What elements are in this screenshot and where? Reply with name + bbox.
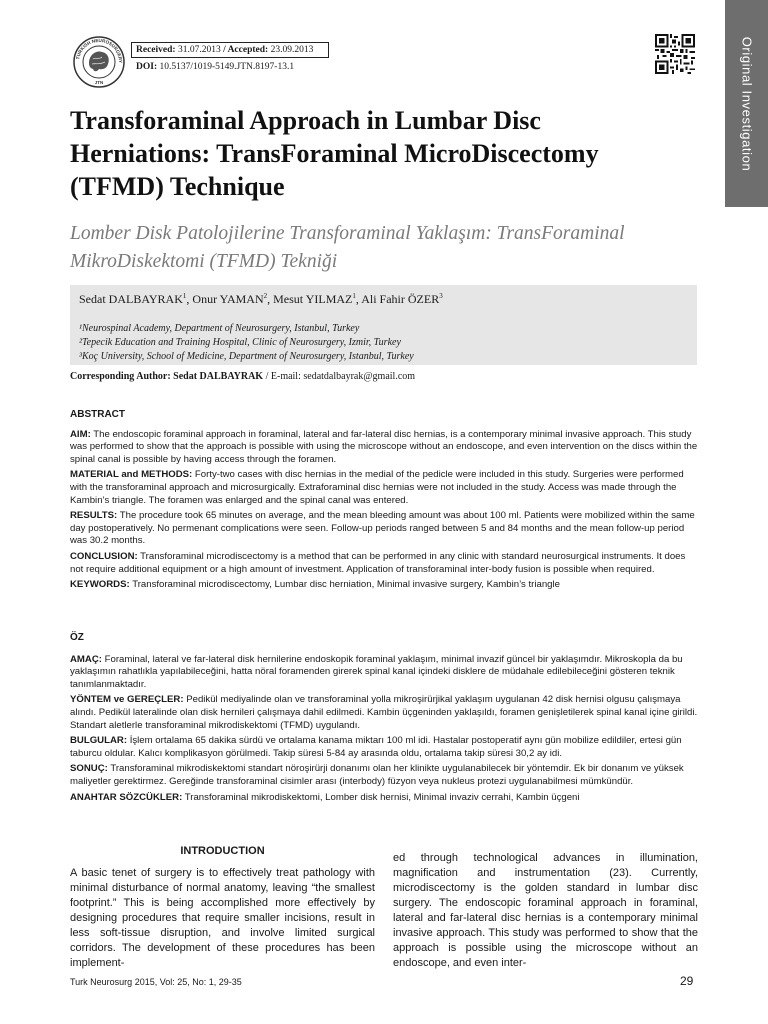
introduction-heading: INTRODUCTION — [180, 845, 265, 857]
email-label: E-mail: — [270, 371, 304, 382]
journal-logo — [72, 35, 126, 89]
title-line: Transforaminal Approach in Lumbar Disc — [70, 106, 541, 135]
conclusion-text: Transforaminal microdiscectomy is a method that can be performed in any clinic with standard neurosurgical instruments. It does not require additional equipment or a high amount of investment. Application of transforaminal inter-body fusion is possible when required. — [70, 550, 686, 575]
qr-code-icon[interactable] — [655, 34, 695, 74]
accepted-date: 23.09.2013 — [270, 45, 314, 55]
author-sup: 2 — [263, 292, 268, 300]
oz-sonuc — [70, 763, 698, 788]
abstract-section — [70, 409, 698, 595]
doi-value[interactable]: 10.5137/1019-5149.JTN.8197-13.1 — [159, 62, 295, 72]
subtitle-line: MikroDiskektomi (TFMD) Tekniği — [70, 251, 338, 272]
received-accepted-box — [131, 42, 329, 58]
body-column-left — [70, 866, 375, 971]
keywords-label: KEYWORDS: — [70, 579, 130, 591]
body-paragraph: A basic tenet of surgery is to effectively treat pathology with minimal disturbance of normal anatomy, leaving “the smallest footprint.” This is being accomplished more effectively by designing procedures that require smaller incisions, result in less soft-tissue disruption, and involve limited surgical corridors. The development of these procedures has been implement- — [70, 867, 375, 969]
affiliation: ¹Neurospinal Academy, Department of Neurosurgery, Istanbul, Turkey — [79, 323, 360, 334]
subtitle-line: Lomber Disk Patolojilerine Transforaminal Yaklaşım: TransForaminal — [70, 223, 625, 244]
corresponding-author — [70, 371, 415, 382]
abstract-results — [70, 510, 698, 548]
affiliation: ³Koç University, School of Medicine, Department of Neurosurgery, Istanbul, Turkey — [79, 351, 414, 362]
author-list — [79, 292, 443, 307]
svg-text:JTN: JTN — [94, 80, 104, 85]
author-name: Mesut YILMAZ — [273, 292, 353, 306]
methods-text: Forty-two cases with disc hernias in the medial of the pedicle were included in this study. Surgeries were performed with the transforaminal approach and microsurgically. Extraforaminal disc hernias were not included in the study. Access was made through the Kambin’s triangle. The foramen was enlarged and the spinal canal was entered. — [70, 469, 684, 506]
author-name: Ali Fahir ÖZER — [361, 292, 440, 306]
oz-anahtar — [70, 792, 698, 805]
author-sep: , — [186, 292, 193, 306]
corresponding-label: Corresponding Author: Sedat DALBAYRAK — [70, 371, 264, 382]
title-line: (TFMD) Technique — [70, 172, 285, 201]
anahtar-text: Transforaminal mikrodiskektomi, Lomber disk hernisi, Minimal invaziv cerrahi, Kambin üçgeni — [182, 791, 580, 803]
yontem-label: YÖNTEM ve GEREÇLER: — [70, 694, 184, 706]
received-label: Received: — [136, 45, 176, 55]
conclusion-label: CONCLUSION: — [70, 550, 138, 562]
amac-label: AMAÇ: — [70, 653, 102, 665]
author-sep: , — [355, 292, 362, 306]
anahtar-label: ANAHTAR SÖZCÜKLER: — [70, 791, 183, 803]
page-number: 29 — [680, 974, 694, 988]
oz-amac — [70, 654, 698, 692]
oz-section — [70, 632, 698, 807]
sonuc-label: SONUÇ: — [70, 763, 108, 775]
article-title — [70, 104, 670, 203]
bulgular-label: BULGULAR: — [70, 735, 128, 747]
corresponding-sep: / — [263, 371, 271, 382]
email-link[interactable]: sedatdalbayrak@gmail.com — [303, 371, 416, 382]
oz-bulgular — [70, 735, 698, 760]
author-name: Sedat DALBAYRAK — [79, 292, 183, 306]
oz-yontem — [70, 694, 698, 732]
author-sup: 3 — [439, 292, 443, 300]
footer-citation: Turk Neurosurg 2015, Vol: 25, No: 1, 29-35 — [70, 977, 242, 987]
body-column-right — [393, 851, 698, 971]
received-date: 31.07.2013 — [177, 45, 221, 55]
abstract-keywords — [70, 579, 698, 592]
bulgular-text: İşlem ortalama 65 dakika sürdü ve ortalama kanama miktarı 100 ml idi. Hastalar postoperatif aynı gün mobilize edildiler, ertesi gün taburcu oldular. Kalıcı komplikasyon görülmedi. Takip süresi 5-84 ay arasında oldu, ortalama takip süresi 30,2 ay idi. — [70, 735, 682, 759]
results-label: RESULTS: — [70, 510, 118, 522]
author-sup: 1 — [182, 292, 187, 300]
abstract-conclusion — [70, 551, 698, 576]
author-sup: 1 — [352, 292, 356, 300]
author-name: Onur YAMAN — [192, 292, 264, 306]
aim-text: The endoscopic foraminal approach in foraminal, lateral and far-lateral disc hernias, is a contemporary minimal invasive approach. This study was performed to show that the approach is possible with using the microscope without an endoscope, and even intervention on the discs within the spinal canal is possible by having access through the foramen. — [70, 428, 698, 465]
title-line: Herniations: TransForaminal MicroDiscectomy — [70, 139, 599, 168]
amac-text: Foraminal, lateral ve far-lateral disk hernilerine endoskopik foraminal yaklaşım, minimal invazif güncel bir yaklaşımdır. Mikroskopla da bu yaklaşımın rahatlıkla yapılabileceğini, hatta nöral foramenden girerek spinal kanal içindeki disklere de müdahale edilebileceğini gösteren teknik tanımlanmaktadır. — [70, 653, 683, 690]
affiliation: ²Tepecik Education and Training Hospital, Clinic of Neurosurgery, Izmir, Turkey — [79, 337, 401, 348]
abstract-aim — [70, 429, 698, 467]
section-tab — [725, 0, 768, 207]
abstract-methods — [70, 469, 698, 507]
doi-line — [136, 62, 294, 72]
keywords-text: Transforaminal microdiscectomy, Lumbar disc herniation, Minimal invasive surgery, Kambin’s triangle — [129, 579, 560, 591]
sonuc-text: Transforaminal mikrodiskektomi standart nöroşirürji donanımı olan her klinikte uygulanabilecek bir yöntemdir. Ek bir donanım ve yüksek maliyetler gerektirmez. Gereğinde transforaminal cisimler arası (interbody) füzyon veya nukleus protezi uygulanabilmesi mümkündür. — [70, 763, 684, 787]
accepted-label: / Accepted: — [223, 45, 269, 55]
aim-label: AIM: — [70, 428, 91, 440]
section-tab-label: Original Investigation — [739, 36, 754, 171]
article-subtitle — [70, 220, 690, 276]
author-sep: , — [267, 292, 274, 306]
abstract-heading: ABSTRACT — [70, 409, 125, 420]
oz-heading: ÖZ — [70, 632, 84, 643]
results-text: The procedure took 65 minutes on average, and the mean bleeding amount was about 100 ml. Patients were mobilized within the same day postoperatively. No permenant complications were seen. Follow-up periods ranged between 5 and 84 months and the mean follow-up period was 30.2 months. — [70, 510, 695, 547]
doi-label: DOI: — [136, 62, 158, 72]
methods-label: MATERIAL and METHODS: — [70, 469, 193, 481]
logo-lettering: TURKISH NEUROSURGERY — [75, 37, 124, 64]
yontem-text: Pedikül mediyalinde olan ve transforaminal yolla mikroşirürjikal yaklaşım uygulanan 42 disk hernisi olgusu çalışmaya alındı. Pedikül lateralinde olan disk hernileri çalışmaya dahil edilmedi. Kambin üçgeninden yaklaşıldı, foramen genişletilerek spinal kanal içine girildi. Standart aletlerle transforaminal mikrodiskektomi (TFMD) uygulandı. — [70, 694, 698, 731]
body-paragraph: ed through technological advances in illumination, magnification and instrumentation (23). Currently, microdiscectomy is the golden standard in lumbar disc surgery. The endoscopic foraminal approach in foraminal, lateral and far-lateral disc hernias is a contemporary minimal invasive approach. This study was performed to show that the approach is possible using the microscope without an endoscope, and even inter- — [393, 852, 698, 969]
